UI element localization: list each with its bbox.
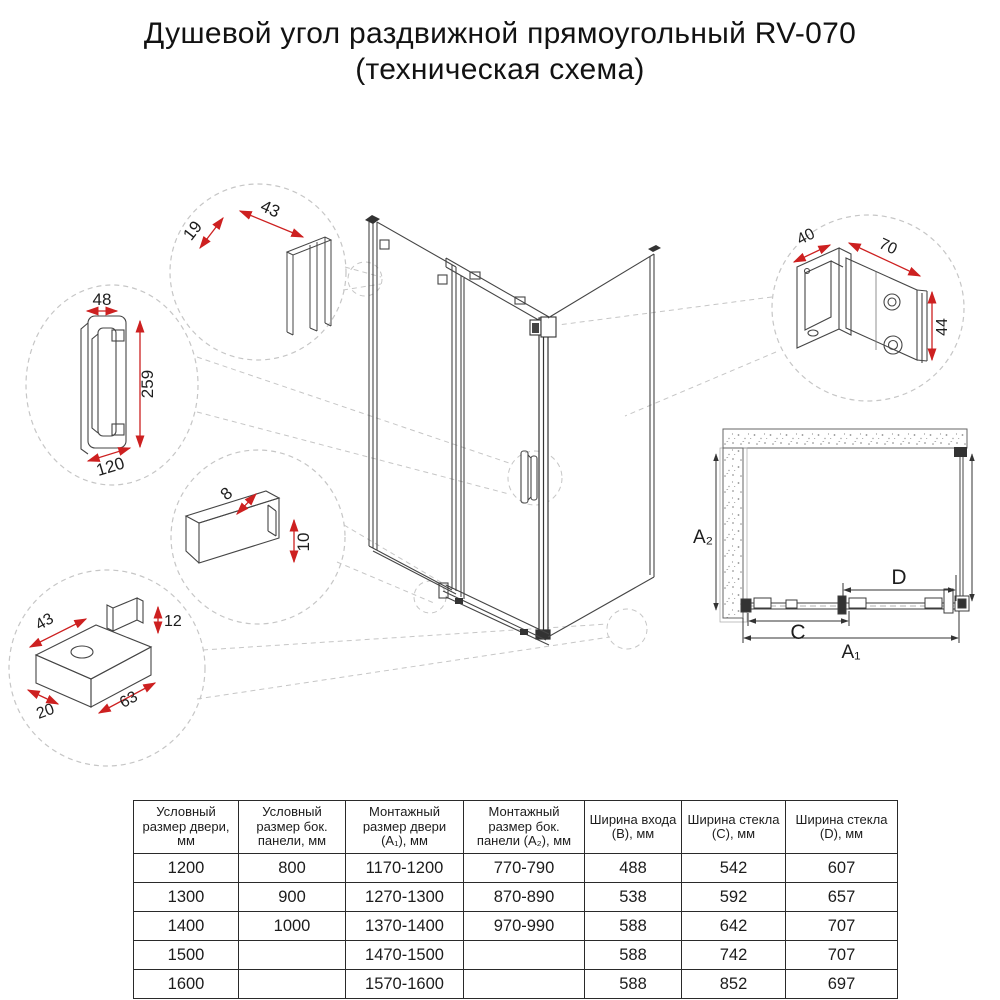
detail-callout-circles — [9, 184, 964, 766]
page-title-line1: Душевой угол раздвижной прямоугольный RV-070 — [143, 17, 857, 50]
plan-rail-assembly — [741, 589, 969, 614]
spec-table-cell — [464, 941, 585, 970]
callout-leader-lines — [197, 262, 776, 699]
dim-rail-width: 8 — [216, 483, 237, 505]
plan-side-panel — [723, 448, 743, 618]
detail-floor-bracket — [28, 598, 182, 723]
spec-table-cell: 800 — [239, 854, 346, 883]
dim-bracket-height: 20 — [34, 700, 57, 723]
spec-table-cell: 488 — [585, 854, 682, 883]
door-handle — [521, 451, 537, 503]
spec-table-cell: 1400 — [134, 912, 239, 941]
spec-table-cell: 588 — [585, 912, 682, 941]
detail-wall-bracket — [794, 225, 951, 363]
spec-table-cell: 770-790 — [464, 854, 585, 883]
callout-circle-wall-profile — [170, 184, 346, 360]
dim-bracket-depth: 43 — [32, 610, 57, 634]
spec-table-cell: 742 — [682, 941, 786, 970]
spec-table-cell: 1600 — [134, 970, 239, 999]
spec-table-cell: 1170-1200 — [346, 854, 464, 883]
plan-label-d: D — [891, 566, 907, 589]
spec-table-cell: 1370-1400 — [346, 912, 464, 941]
spec-table-cell: 1500 — [134, 941, 239, 970]
side-panel — [548, 254, 654, 637]
spec-table-header-col6: Ширина стекла (C), мм — [682, 801, 786, 854]
spec-table-cell: 852 — [682, 970, 786, 999]
dim-handle-height: 259 — [138, 369, 157, 399]
spec-table-cell: 1470-1500 — [346, 941, 464, 970]
spec-table-header-col7: Ширина стекла (D), мм — [786, 801, 898, 854]
spec-table-cell: 657 — [786, 883, 898, 912]
callout-circle-handle — [26, 285, 198, 485]
dim-bracket-lip: 12 — [164, 613, 182, 630]
side-panel-top-cap — [648, 245, 661, 252]
spec-table-header-col3: Монтажный размер двери (А₁), мм — [346, 801, 464, 854]
spec-table-cell: 592 — [682, 883, 786, 912]
spec-table-cell — [464, 970, 585, 999]
spec-table-cell: 900 — [239, 883, 346, 912]
plan-label-a2: A₂ — [692, 527, 714, 548]
main-isometric-drawing — [365, 215, 661, 645]
spec-table-cell: 607 — [786, 854, 898, 883]
spec-table-cell — [239, 941, 346, 970]
spec-table-cell: 1270-1300 — [346, 883, 464, 912]
dim-wall-profile-width: 19 — [179, 217, 206, 244]
dim-wall-bracket-width: 40 — [794, 225, 818, 249]
dim-wall-profile-depth: 43 — [257, 196, 283, 222]
dim-wall-bracket-length: 70 — [876, 235, 900, 259]
detail-wall-profile — [179, 196, 331, 335]
spec-table-cell: 1200 — [134, 854, 239, 883]
spec-table-row-1 — [134, 854, 898, 883]
glass-hole-1 — [380, 240, 389, 249]
plan-label-c: C — [790, 621, 806, 644]
spec-table-cell: 1300 — [134, 883, 239, 912]
spec-table-header-col2: Условный размер бок. панели, мм — [239, 801, 346, 854]
spec-table-header-col1: Условный размер двери, мм — [134, 801, 239, 854]
spec-table-cell: 588 — [585, 970, 682, 999]
plan-wall-bracket — [954, 447, 967, 457]
spec-table-row-3 — [134, 912, 898, 941]
spec-table-row-4 — [134, 941, 898, 970]
dim-handle-depth: 120 — [94, 453, 127, 480]
spec-table-row-5 — [134, 970, 898, 999]
bottom-rail — [439, 583, 549, 645]
corner-post-bracket — [530, 317, 556, 337]
dim-bracket-length: 63 — [116, 688, 141, 712]
dim-wall-bracket-height: 44 — [934, 318, 951, 336]
callout-circle-rail-profile — [171, 450, 345, 624]
spec-table-cell: 697 — [786, 970, 898, 999]
spec-table-cell: 1570-1600 — [346, 970, 464, 999]
spec-table-row-2 — [134, 883, 898, 912]
spec-table-body — [134, 854, 898, 999]
door-edge — [461, 276, 464, 599]
detail-handle — [81, 290, 157, 480]
callout-circle-floor-bracket — [9, 570, 205, 766]
plan-wall — [723, 429, 967, 448]
page-title-line2: (техническая схема) — [355, 53, 645, 86]
spec-table-cell: 1000 — [239, 912, 346, 941]
plan-label-a1: A₁ — [841, 642, 861, 663]
spec-table-cell: 707 — [786, 941, 898, 970]
spec-table-cell: 538 — [585, 883, 682, 912]
spec-table — [133, 800, 898, 999]
spec-table-cell — [239, 970, 346, 999]
dim-handle-width: 48 — [92, 290, 112, 309]
spec-table-head — [134, 801, 898, 854]
spec-table-cell: 588 — [585, 941, 682, 970]
plan-view — [693, 429, 972, 663]
spec-table-cell: 707 — [786, 912, 898, 941]
detail-rail-profile — [186, 483, 313, 563]
spec-table-cell: 542 — [682, 854, 786, 883]
spec-table-cell: 642 — [682, 912, 786, 941]
spec-table-cell: 970-990 — [464, 912, 585, 941]
corner-post — [536, 318, 550, 639]
spec-table-header-col4: Монтажный размер бок. панели (А₂), мм — [464, 801, 585, 854]
spec-table-header-col5: Ширина входа (B), мм — [585, 801, 682, 854]
spec-table-cell: 870-890 — [464, 883, 585, 912]
glass-hole-2 — [438, 275, 447, 284]
dim-rail-height: 10 — [294, 532, 313, 552]
